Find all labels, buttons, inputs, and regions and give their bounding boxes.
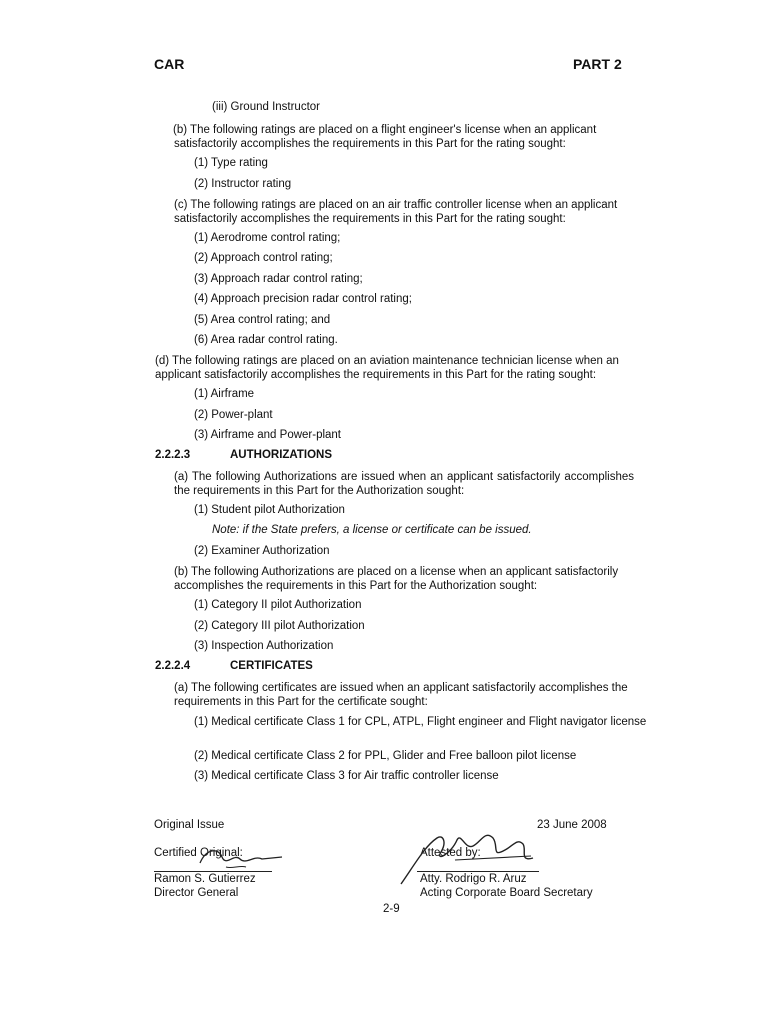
section-223-a-1: (1) Student pilot Authorization <box>194 504 345 516</box>
header-left: CAR <box>154 56 185 72</box>
section-224-a-2: (2) Medical certificate Class 2 for PPL, Glider and Free balloon pilot license <box>194 750 577 762</box>
section-223-b-1: (1) Category II pilot Authorization <box>194 599 362 611</box>
section-223-b-2: (2) Category III pilot Authorization <box>194 620 365 632</box>
item-c-5: (5) Area control rating; and <box>194 314 331 326</box>
item-d-1: (1) Airframe <box>194 388 255 400</box>
section-224-a-intro: (a) The following certificates are issued when an applicant satisfactorily accomplishes the requirements in this Part for the certificate sought: <box>174 682 628 708</box>
item-b-2: (2) Instructor rating <box>194 178 292 190</box>
certified-label: Certified Original: <box>154 847 243 859</box>
attester-title: Acting Corporate Board Secretary <box>420 887 593 899</box>
issue-date: 23 June 2008 <box>537 819 607 831</box>
signature-gutierrez <box>196 843 286 873</box>
item-d-3: (3) Airframe and Power-plant <box>194 429 342 441</box>
header-right: PART 2 <box>573 56 622 72</box>
item-c-3: (3) Approach radar control rating; <box>194 273 363 285</box>
item-c-6: (6) Area radar control rating. <box>194 334 338 346</box>
item-b-1: (1) Type rating <box>194 157 268 169</box>
item-c-2: (2) Approach control rating; <box>194 252 333 264</box>
section-224-title: CERTIFICATES <box>230 660 313 672</box>
section-223-a-intro: (a) The following Authorizations are issued when an applicant satisfactorily accomplishes the requirements in this Part for the Authorization sought: <box>174 471 634 497</box>
section-223-b-3: (3) Inspection Authorization <box>194 640 334 652</box>
section-223-a-note: Note: if the State prefers, a license or certificate can be issued. <box>212 524 532 536</box>
section-224-a-3: (3) Medical certificate Class 3 for Air traffic controller license <box>194 770 499 782</box>
item-c-1: (1) Aerodrome control rating; <box>194 232 341 244</box>
section-223-number: 2.2.2.3 <box>155 449 191 461</box>
certifier-name: Ramon S. Gutierrez <box>154 873 256 885</box>
item-b-intro: (b) The following ratings are placed on a flight engineer's license when an applicant satisfactorily accomplishes the requirements in this Part for the rating sought: <box>173 124 597 150</box>
certifier-title: Director General <box>154 887 239 899</box>
section-223-title: AUTHORIZATIONS <box>230 449 333 461</box>
section-224-a-1: (1) Medical certificate Class 1 for CPL, ATPL, Flight engineer and Flight navigator license <box>194 716 647 728</box>
section-223-a-2: (2) Examiner Authorization <box>194 545 330 557</box>
item-c-intro: (c) The following ratings are placed on an air traffic controller license when an applicant satisfactorily accomplishes the requirements in this Part for the rating sought: <box>174 199 618 225</box>
item-c-4: (4) Approach precision radar control rating; <box>194 293 412 305</box>
item-d-intro: (d) The following ratings are placed on an aviation maintenance technician license when an applicant satisfactorily accomplishes the requirements in this Part for the rating sought: <box>155 355 619 381</box>
item-d-2: (2) Power-plant <box>194 409 273 421</box>
attested-label: Attested by: <box>420 847 481 859</box>
page-number: 2-9 <box>383 903 400 915</box>
item-a-iii: (iii) Ground Instructor <box>212 101 321 113</box>
attester-name: Atty. Rodrigo R. Aruz <box>420 873 527 885</box>
section-224-number: 2.2.2.4 <box>155 660 191 672</box>
original-issue: Original Issue <box>154 819 225 831</box>
section-223-b-intro: (b) The following Authorizations are placed on a license when an applicant satisfactorily accomplishes the requirements in this Part for the Authorization sought: <box>174 566 619 592</box>
